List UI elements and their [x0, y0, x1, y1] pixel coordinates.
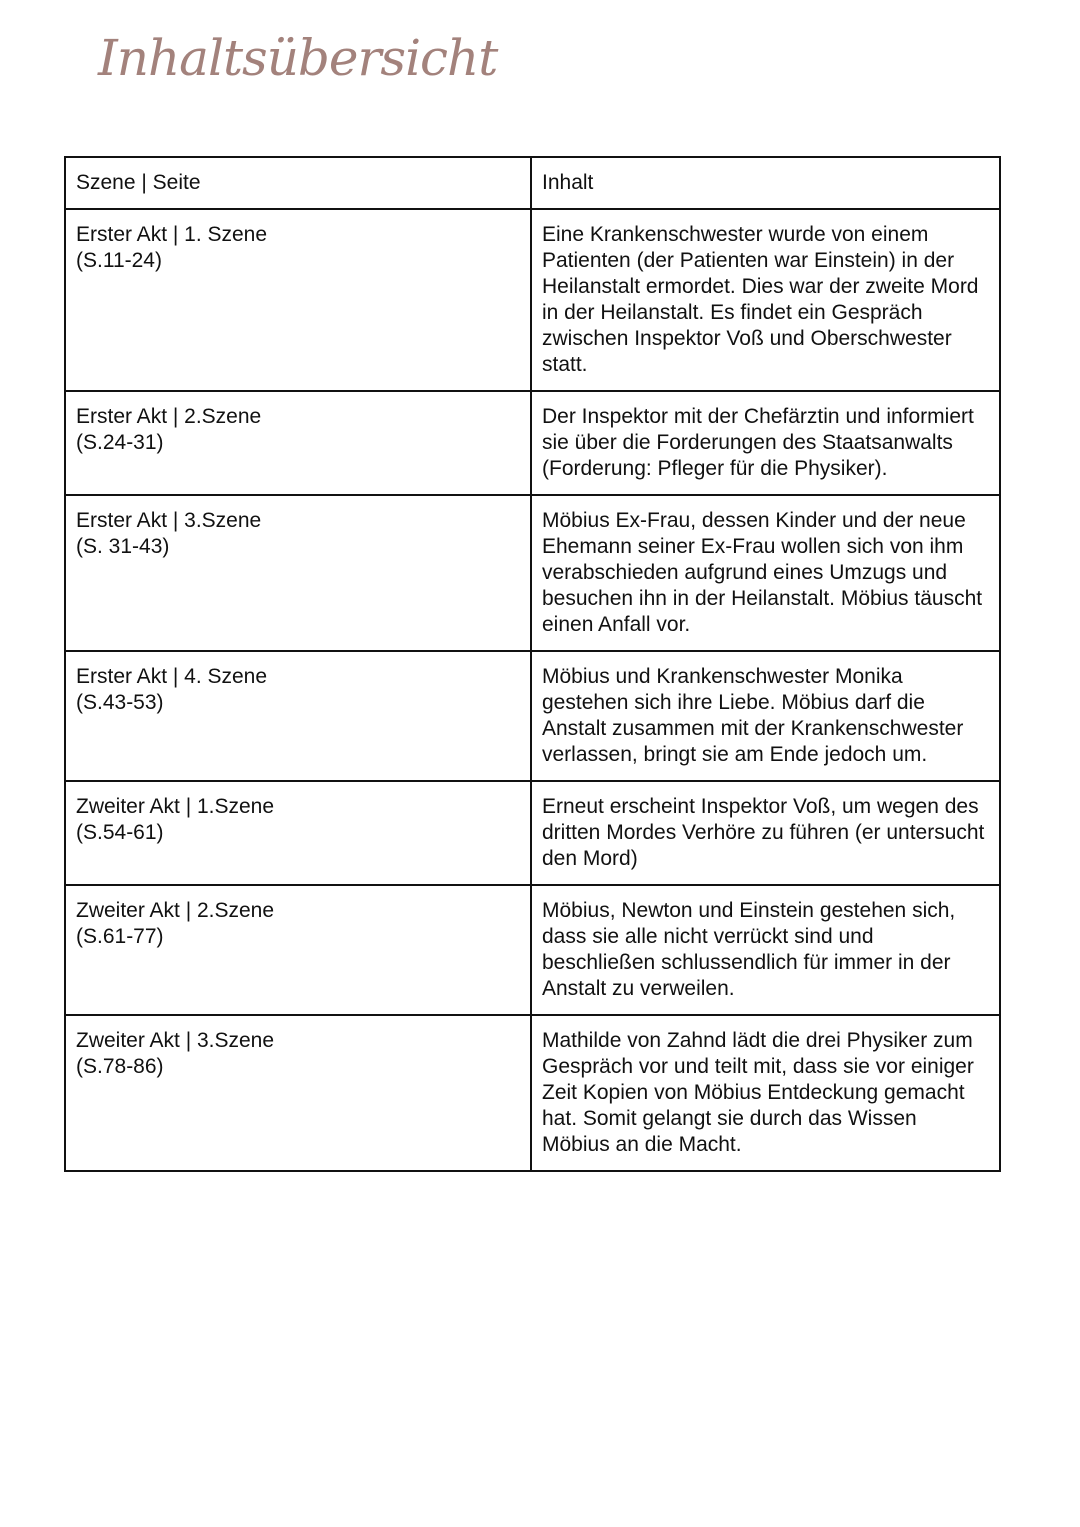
- header-scene-page: Szene | Seite: [65, 157, 531, 209]
- scene-cell: [65, 651, 531, 781]
- table-row: [65, 1015, 1000, 1171]
- scene-label: Erster Akt | 4. Szene: [76, 665, 268, 688]
- scene-label: Erster Akt | 3.Szene: [76, 509, 262, 532]
- scene-cell: [65, 495, 531, 651]
- scene-cell: [65, 391, 531, 495]
- table-row: [65, 651, 1000, 781]
- table-row: [65, 209, 1000, 391]
- scene-label: Zweiter Akt | 3.Szene: [76, 1029, 275, 1052]
- page-range: (S.11-24): [76, 249, 162, 272]
- table-row: [65, 495, 1000, 651]
- page-range: (S.61-77): [76, 925, 164, 948]
- scene-cell: [65, 781, 531, 885]
- scene-cell: [65, 209, 531, 391]
- page-range: (S.24-31): [76, 431, 164, 454]
- header-content: Inhalt: [531, 157, 1000, 209]
- content-cell: Möbius Ex-Frau, dessen Kinder und der neue Ehemann seiner Ex-Frau wollen sich von ihm verabschieden aufgrund eines Umzugs und besuchen ihn in der Heilanstalt. Möbius täuscht einen Anfall vor.: [531, 495, 1000, 651]
- content-cell: Mathilde von Zahnd lädt die drei Physiker zum Gespräch vor und teilt mit, dass sie vor einiger Zeit Kopien von Möbius Entdeckung gemacht hat. Somit gelangt sie durch das Wissen Möbius an die Macht.: [531, 1015, 1000, 1171]
- content-cell: Möbius, Newton und Einstein gestehen sich, dass sie alle nicht verrückt sind und beschließen schlussendlich für immer in der Anstalt zu verweilen.: [531, 885, 1000, 1015]
- table-row: [65, 781, 1000, 885]
- scene-label: Erster Akt | 2.Szene: [76, 405, 262, 428]
- summary-table: [64, 156, 1001, 1172]
- content-cell: Möbius und Krankenschwester Monika gestehen sich ihre Liebe. Möbius darf die Anstalt zusammen mit der Krankenschwester verlassen, bringt sie am Ende jedoch um.: [531, 651, 1000, 781]
- page-range: (S.54-61): [76, 821, 164, 844]
- content-cell: Eine Krankenschwester wurde von einem Patienten (der Patienten war Einstein) in der Heilanstalt ermordet. Dies war der zweite Mord in der Heilanstalt. Es findet ein Gespräch zwischen Inspektor Voß und Oberschwester statt.: [531, 209, 1000, 391]
- content-cell: Erneut erscheint Inspektor Voß, um wegen des dritten Mordes Verhöre zu führen (er untersucht den Mord): [531, 781, 1000, 885]
- scene-cell: [65, 885, 531, 1015]
- page-range: (S.43-53): [76, 691, 164, 714]
- page-title: Inhaltsübersicht: [98, 29, 498, 87]
- page-range: (S.78-86): [76, 1055, 164, 1078]
- scene-label: Zweiter Akt | 1.Szene: [76, 795, 275, 818]
- page-range: (S. 31-43): [76, 535, 170, 558]
- scene-label: Zweiter Akt | 2.Szene: [76, 899, 275, 922]
- table-header-row: [65, 157, 1000, 209]
- scene-cell: [65, 1015, 531, 1171]
- table-row: [65, 885, 1000, 1015]
- table-row: [65, 391, 1000, 495]
- content-cell: Der Inspektor mit der Chefärztin und informiert sie über die Forderungen des Staatsanwalts (Forderung: Pfleger für die Physiker).: [531, 391, 1000, 495]
- scene-label: Erster Akt | 1. Szene: [76, 223, 268, 246]
